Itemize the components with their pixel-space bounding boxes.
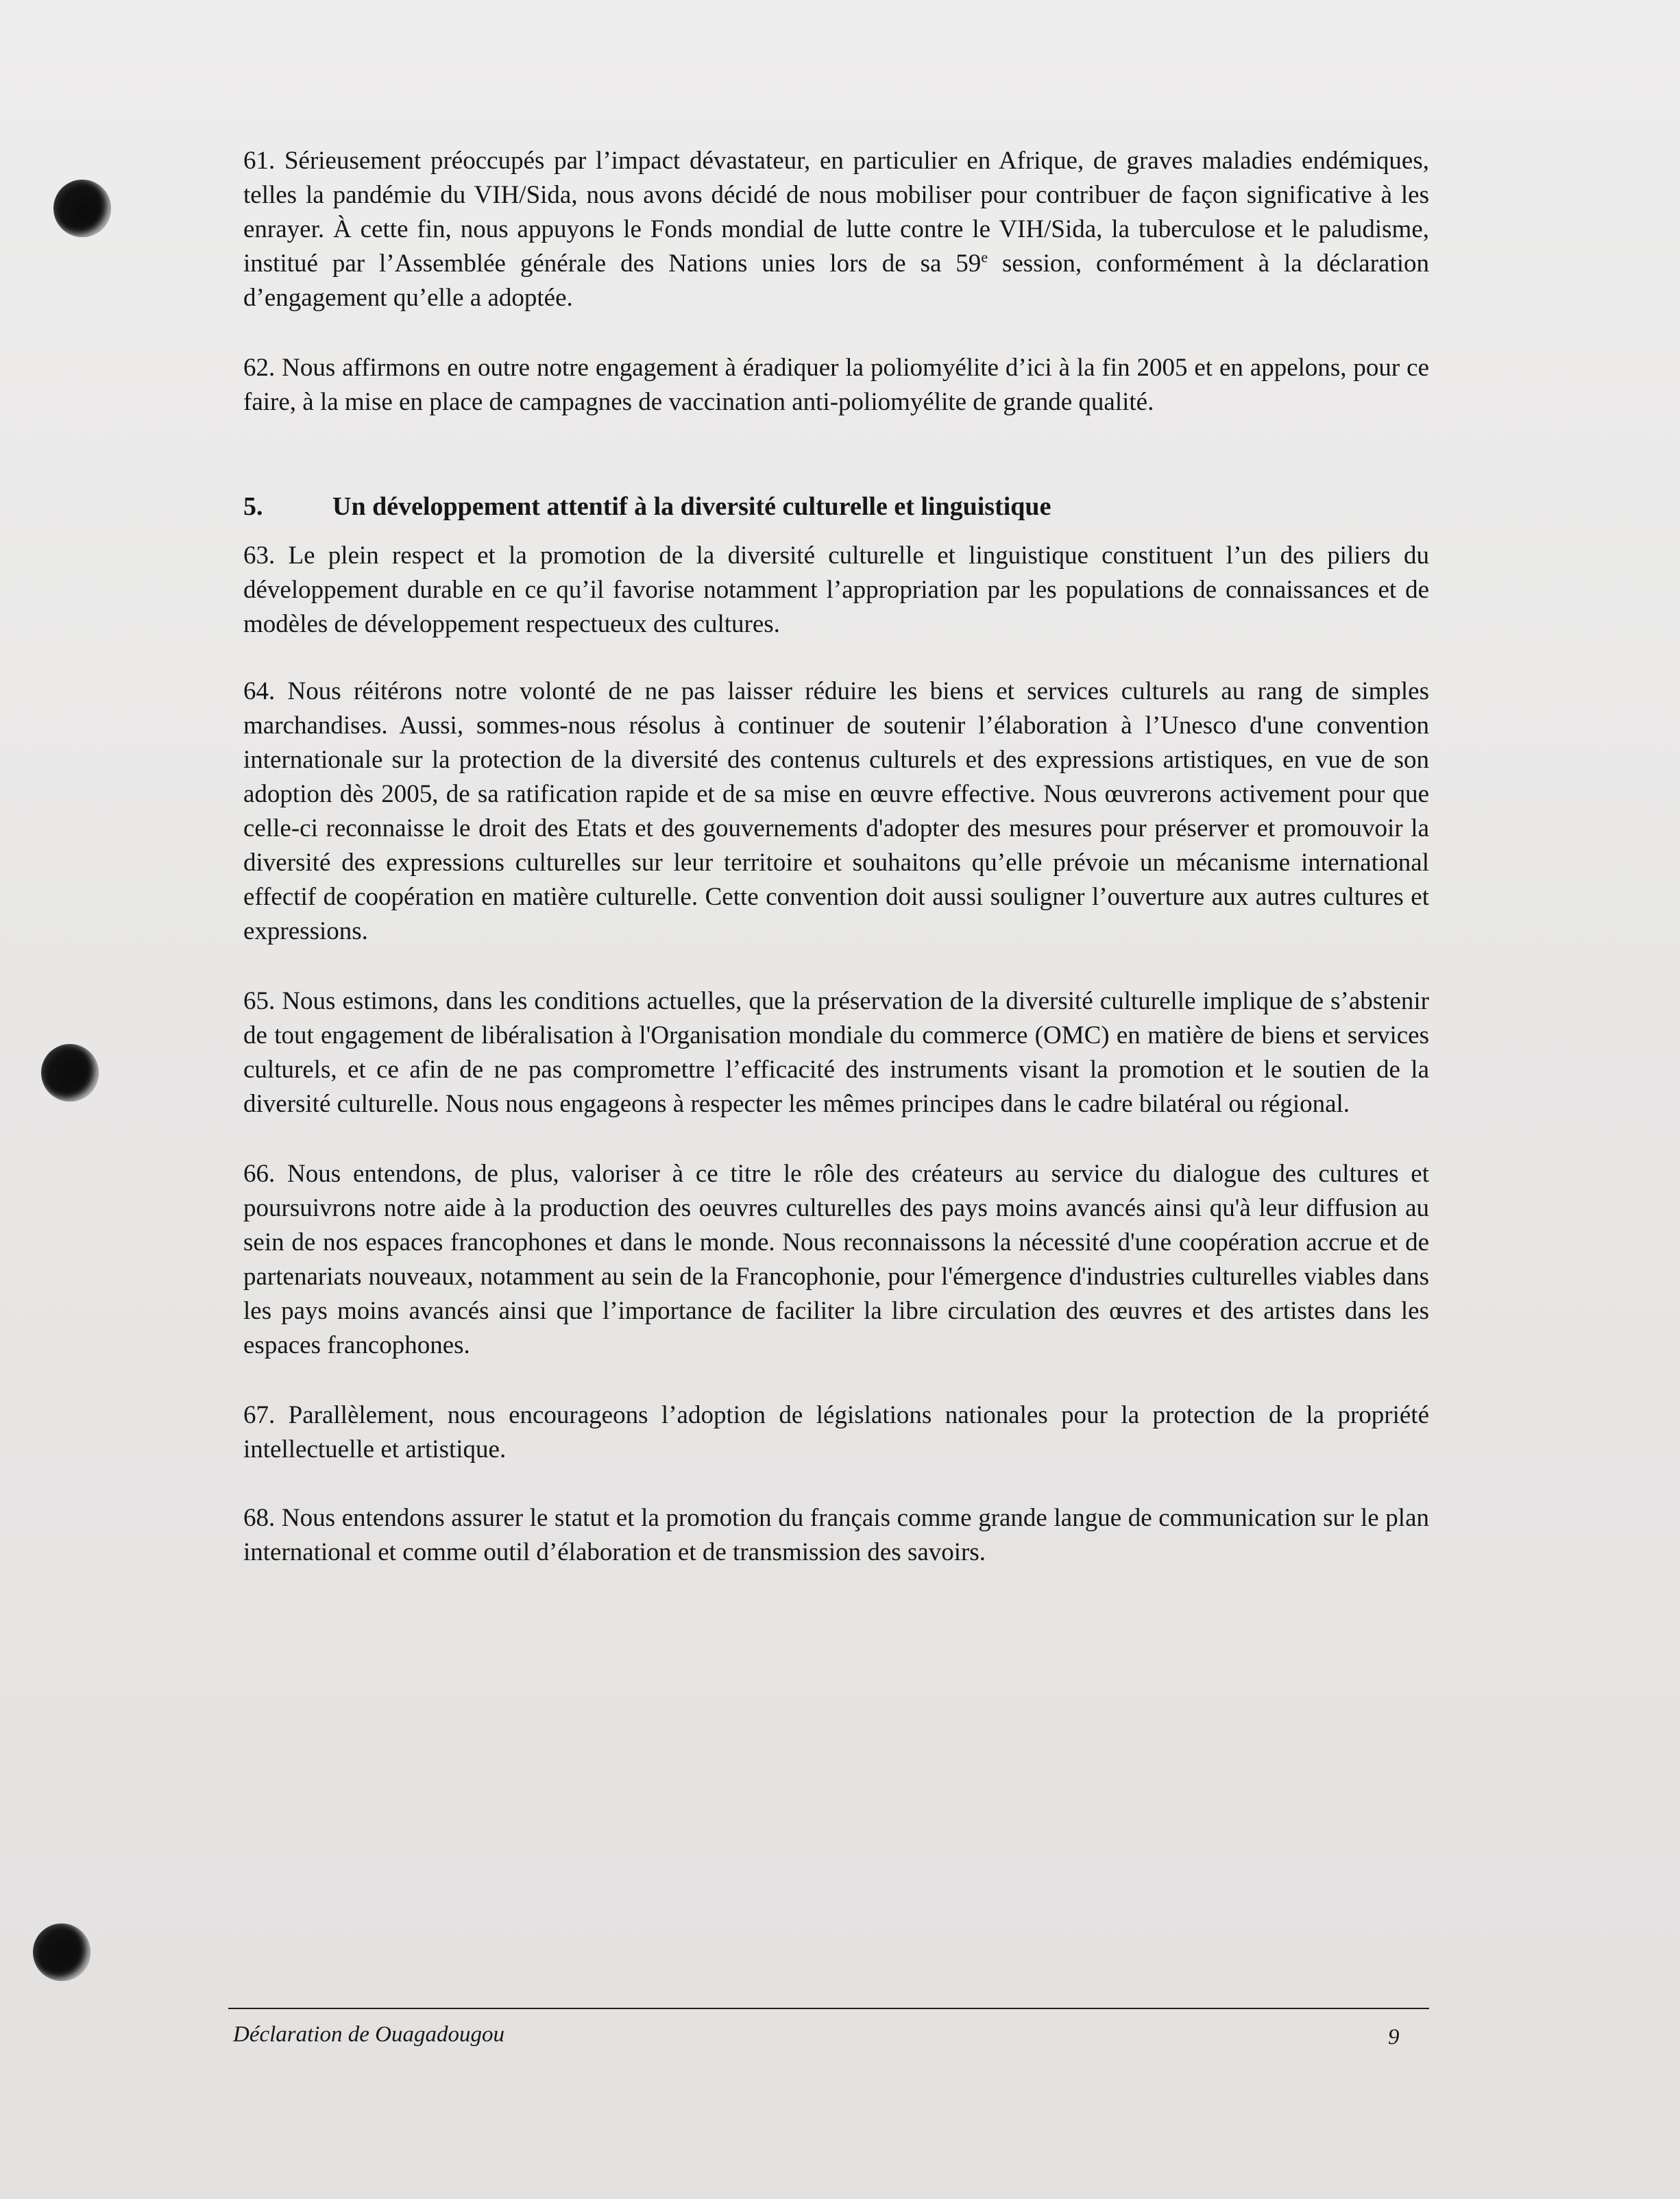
punch-hole-bottom <box>33 1923 90 1981</box>
punch-hole-middle <box>41 1044 99 1102</box>
punch-hole-top <box>53 180 111 237</box>
paragraph-61-text-end: session, conformément à la déclaration d’engagement qu’elle a adoptée. <box>243 250 1430 312</box>
paragraph-68: 68. Nous entendons assurer le statut et la promotion du français comme grande langue de communication sur le plan international et comme outil d’élaboration et de transmission des savoirs. <box>243 1504 1429 1566</box>
section-heading <box>243 489 1429 524</box>
section-title: Un développement attentif à la diversité culturelle et linguistique <box>332 492 1051 521</box>
page-number: 9 <box>1388 2025 1400 2050</box>
superscript-e: e <box>981 248 988 266</box>
paragraph-63: 63. Le plein respect et la promotion de la diversité culturelle et linguistique constituent l’un des piliers du développement durable en ce qu’il favorise notamment l’appropriation par les populations de connaissances et de modèles de développement respectueux des cultures. <box>243 542 1429 638</box>
paragraph-61-text: 61. Sérieusement préoccupés par l’impact dévastateur, en particulier en Afrique, de graves maladies endémiques, telles la pandémie du VIH/Sida, nous avons décidé de nous mobiliser pour contribuer de façon significative à les enrayer. À cette fin, nous appuyons le Fonds mondial de lutte contre le VIH/Sida, la tuberculose et le paludisme, institué par l’Assemblée générale des Nations unies lors de sa 59 <box>243 147 1429 278</box>
paragraph-65: 65. Nous estimons, dans les conditions actuelles, que la préservation de la diversité culturelle implique de s’abstenir de tout engagement de libéralisation à l'Organisation mondiale du commerce (OMC) en matière de biens et services culturels, et ce afin de ne pas compromettre l’efficacité des instruments visant la promotion et le soutien de la diversité culturelle. Nous nous engageons à respecter les mêmes principes dans le cadre bilatéral ou régional. <box>243 987 1429 1118</box>
document-body <box>243 144 1429 1570</box>
paragraph-61 <box>243 144 1429 315</box>
footer-divider <box>228 2008 1429 2009</box>
paragraph-67: 67. Parallèlement, nous encourageons l’adoption de législations nationales pour la protection de la propriété intellectuelle et artistique. <box>243 1401 1429 1463</box>
paragraph-64: 64. Nous réitérons notre volonté de ne pas laisser réduire les biens et services culturels au rang de simples marchandises. Aussi, sommes-nous résolus à continuer de soutenir l’élaboration à l’Unesco d'une convention internationale sur la protection de la diversité des contenus culturels et des expressions artistiques, en vue de son adoption dès 2005, de sa ratification rapide et de sa mise en œuvre effective. Nous œuvrerons activement pour que celle-ci reconnaisse le droit des Etats et des gouvernements d'adopter des mesures pour préserver et promouvoir la diversité des expressions culturelles sur leur territoire et souhaitons qu’elle prévoie un mécanisme international effectif de coopération en matière culturelle. Cette convention doit aussi souligner l’ouverture aux autres cultures et expressions. <box>243 677 1429 945</box>
section-number: 5. <box>243 492 263 521</box>
paragraph-62: 62. Nous affirmons en outre notre engagement à éradiquer la poliomyélite d’ici à la fin 2005 et en appelons, pour ce faire, à la mise en place de campagnes de vaccination anti-poliomyélite de grande qualité. <box>243 354 1429 416</box>
footer-document-title: Déclaration de Ouagadougou <box>233 2022 504 2047</box>
paragraph-66: 66. Nous entendons, de plus, valoriser à ce titre le rôle des créateurs au service du dialogue des cultures et poursuivrons notre aide à la production des oeuvres culturelles des pays moins avancés ainsi qu'à leur diffusion au sein de nos espaces francophones et dans le monde. Nous reconnaissons la nécessité d'une coopération accrue et de partenariats nouveaux, notamment au sein de la Francophonie, pour l'émergence d'industries culturelles viables dans les pays moins avancés ainsi que l’importance de faciliter la libre circulation des œuvres et des artistes dans les espaces francophones. <box>243 1160 1429 1359</box>
